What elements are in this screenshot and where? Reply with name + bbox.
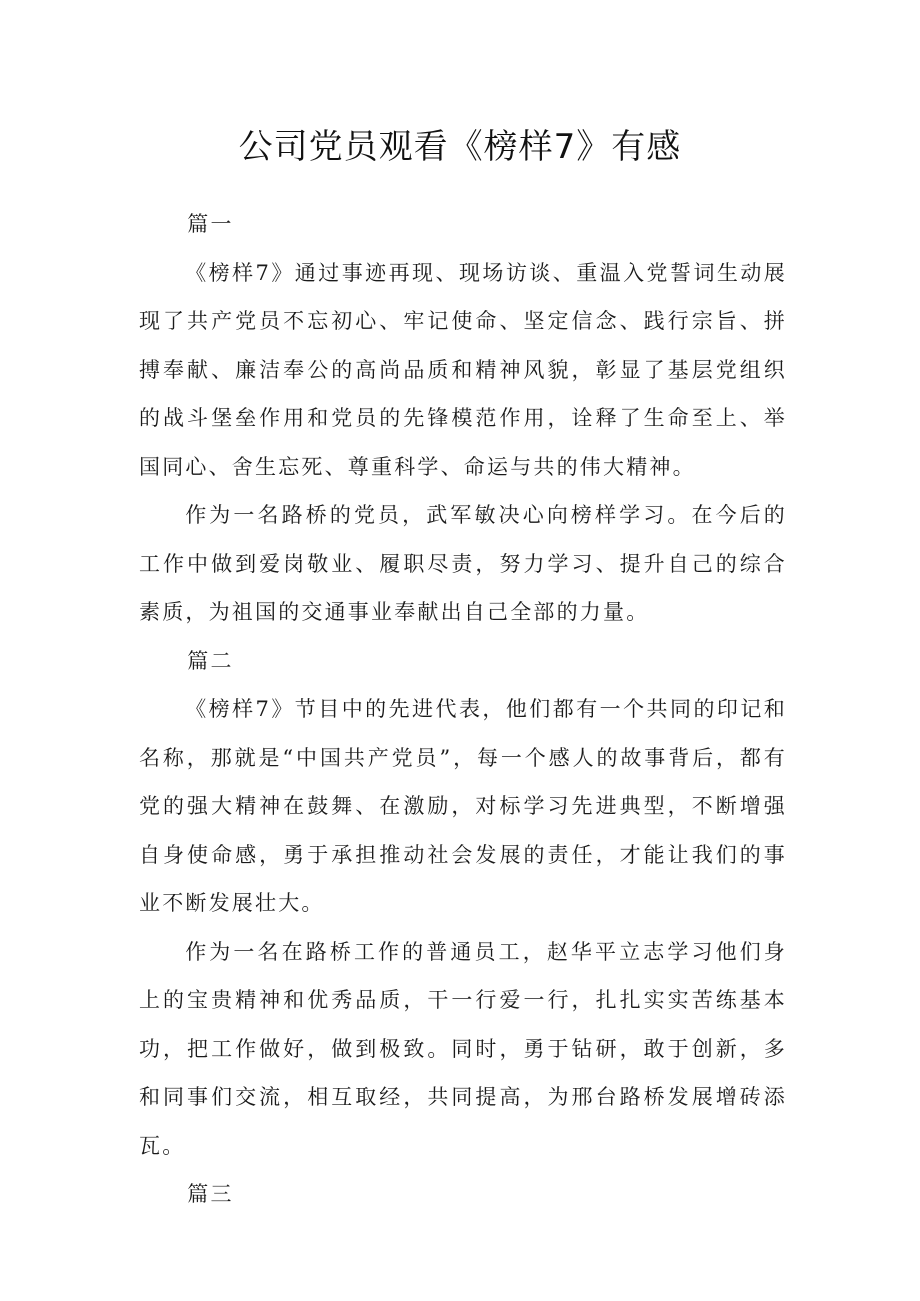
paragraph-1-2: 作为一名路桥的党员，武军敏决心向榜样学习。在今后的工作中做到爱岗敬业、履职尽责，努力学习、提升自己的综合素质，为祖国的交通事业奉献出自己全部的力量。 [139, 503, 787, 624]
section-heading-1: 篇一 [187, 212, 234, 236]
document-title: 公司党员观看《榜样7》有感 [238, 127, 682, 167]
section-heading-3: 篇三 [187, 1182, 234, 1206]
paragraph-2-1: 《榜样7》节目中的先进代表，他们都有一个共同的印记和名称，那就是“中国共产党员”，每一个感人的故事背后，都有党的强大精神在鼓舞、在激励，对标学习先进典型，不断增强自身使命感，勇于承担推动社会发展的责任，才能让我们的事业不断发展壮大。 [139, 697, 787, 915]
paragraph-2-2: 作为一名在路桥工作的普通员工，赵华平立志学习他们身上的宝贵精神和优秀品质，干一行爱一行，扎扎实实苦练基本功，把工作做好，做到极致。同时，勇于钻研，敢于创新，多和同事们交流，相互取经，共同提高，为邢台路桥发展增砖添瓦。 [139, 939, 787, 1158]
document-body [139, 200, 787, 1219]
paragraph-1-1: 《榜样7》通过事迹再现、现场访谈、重温入党誓词生动展现了共产党员不忘初心、牢记使命、坚定信念、践行宗旨、拼搏奉献、廉洁奉公的高尚品质和精神风貌，彰显了基层党组织的战斗堡垒作用和党员的先锋模范作用，诠释了生命至上、举国同心、舍生忘死、尊重科学、命运与共的伟大精神。 [139, 260, 787, 479]
section-heading-2: 篇二 [187, 648, 234, 673]
